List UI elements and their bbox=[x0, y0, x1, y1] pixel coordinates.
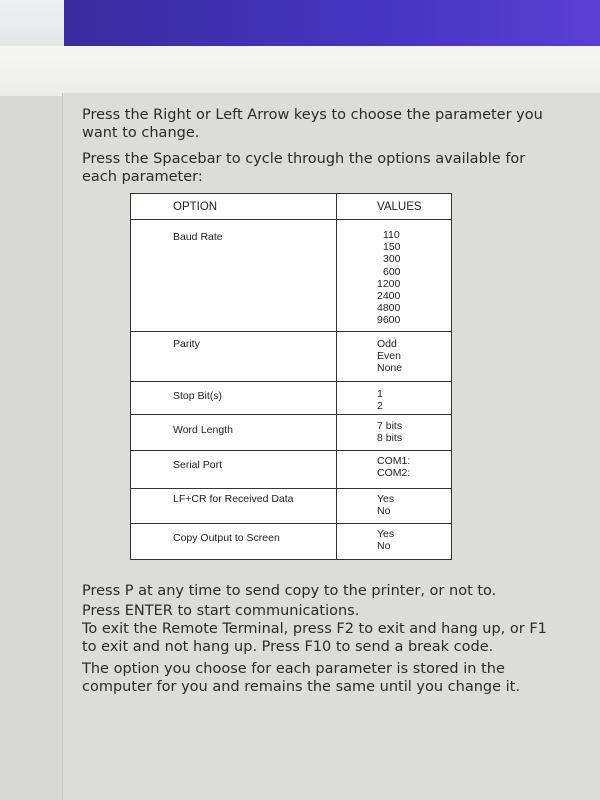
option-label: Baud Rate bbox=[131, 220, 337, 332]
value-item: 8 bits bbox=[377, 432, 403, 445]
value-item: 2400 bbox=[377, 290, 401, 303]
value-item: Odd bbox=[377, 338, 397, 350]
intro-arrow-keys: Press the Right or Left Arrow keys to choose the parameter you want to change. bbox=[82, 107, 543, 141]
table-row-parity bbox=[131, 332, 452, 382]
value-item: 1200 bbox=[377, 277, 401, 290]
table-row-stop-bits bbox=[131, 382, 452, 415]
value-item: Yes bbox=[377, 493, 395, 505]
footer-start-communications: Press ENTER to start communications. bbox=[82, 603, 360, 619]
parameter-table bbox=[130, 193, 452, 560]
option-label: Parity bbox=[131, 332, 337, 382]
value-item: 300 bbox=[383, 253, 401, 266]
value-item: 1 bbox=[377, 388, 383, 400]
value-item: No bbox=[377, 540, 391, 553]
table-row-lf-cr bbox=[131, 489, 452, 524]
value-item: None bbox=[377, 362, 403, 375]
option-values bbox=[337, 332, 452, 382]
option-label: Copy Output to Screen bbox=[131, 524, 337, 560]
option-label: Stop Bit(s) bbox=[131, 382, 337, 415]
value-item: 600 bbox=[383, 265, 401, 278]
value-item: COM1: bbox=[377, 455, 411, 467]
option-values bbox=[337, 382, 452, 415]
table-row-copy-output bbox=[131, 524, 452, 560]
header-option: OPTION bbox=[131, 194, 337, 220]
table-header-row bbox=[131, 194, 452, 220]
value-item: 7 bits bbox=[377, 420, 403, 432]
value-item: COM2: bbox=[377, 467, 411, 480]
intro-spacebar: Press the Spacebar to cycle through the options available for each parameter: bbox=[82, 151, 526, 185]
manual-cover-band bbox=[64, 0, 600, 46]
value-item: 4800 bbox=[377, 302, 401, 315]
option-values bbox=[337, 489, 452, 524]
option-label: LF+CR for Received Data bbox=[131, 489, 337, 524]
value-item: 110 bbox=[383, 229, 400, 241]
value-item: Even bbox=[377, 350, 401, 363]
option-label: Serial Port bbox=[131, 451, 337, 489]
value-item: Yes bbox=[377, 528, 395, 540]
footer-print-copy: Press P at any time to send copy to the printer, or not to. bbox=[82, 583, 497, 599]
table-row-word-length bbox=[131, 415, 452, 451]
footer-exit-terminal: To exit the Remote Terminal, press F2 to exit and hang up, or F1 to exit and not hang up. Press F10 to send a break code. bbox=[82, 621, 547, 655]
page-top-margin bbox=[0, 46, 600, 96]
value-item: 2 bbox=[377, 400, 383, 413]
option-values bbox=[337, 451, 452, 489]
option-values bbox=[337, 220, 452, 332]
option-values bbox=[337, 415, 452, 451]
header-values: VALUES bbox=[337, 194, 452, 220]
footer-option-storage: The option you choose for each parameter is stored in the computer for you and remains the same until you change it. bbox=[82, 661, 520, 695]
value-item: 150 bbox=[383, 241, 401, 254]
table-row-baud-rate bbox=[131, 220, 452, 332]
option-label: Word Length bbox=[131, 415, 337, 451]
value-item: 9600 bbox=[377, 314, 401, 327]
value-item: No bbox=[377, 505, 391, 518]
table-row-serial-port bbox=[131, 451, 452, 489]
option-values bbox=[337, 524, 452, 560]
